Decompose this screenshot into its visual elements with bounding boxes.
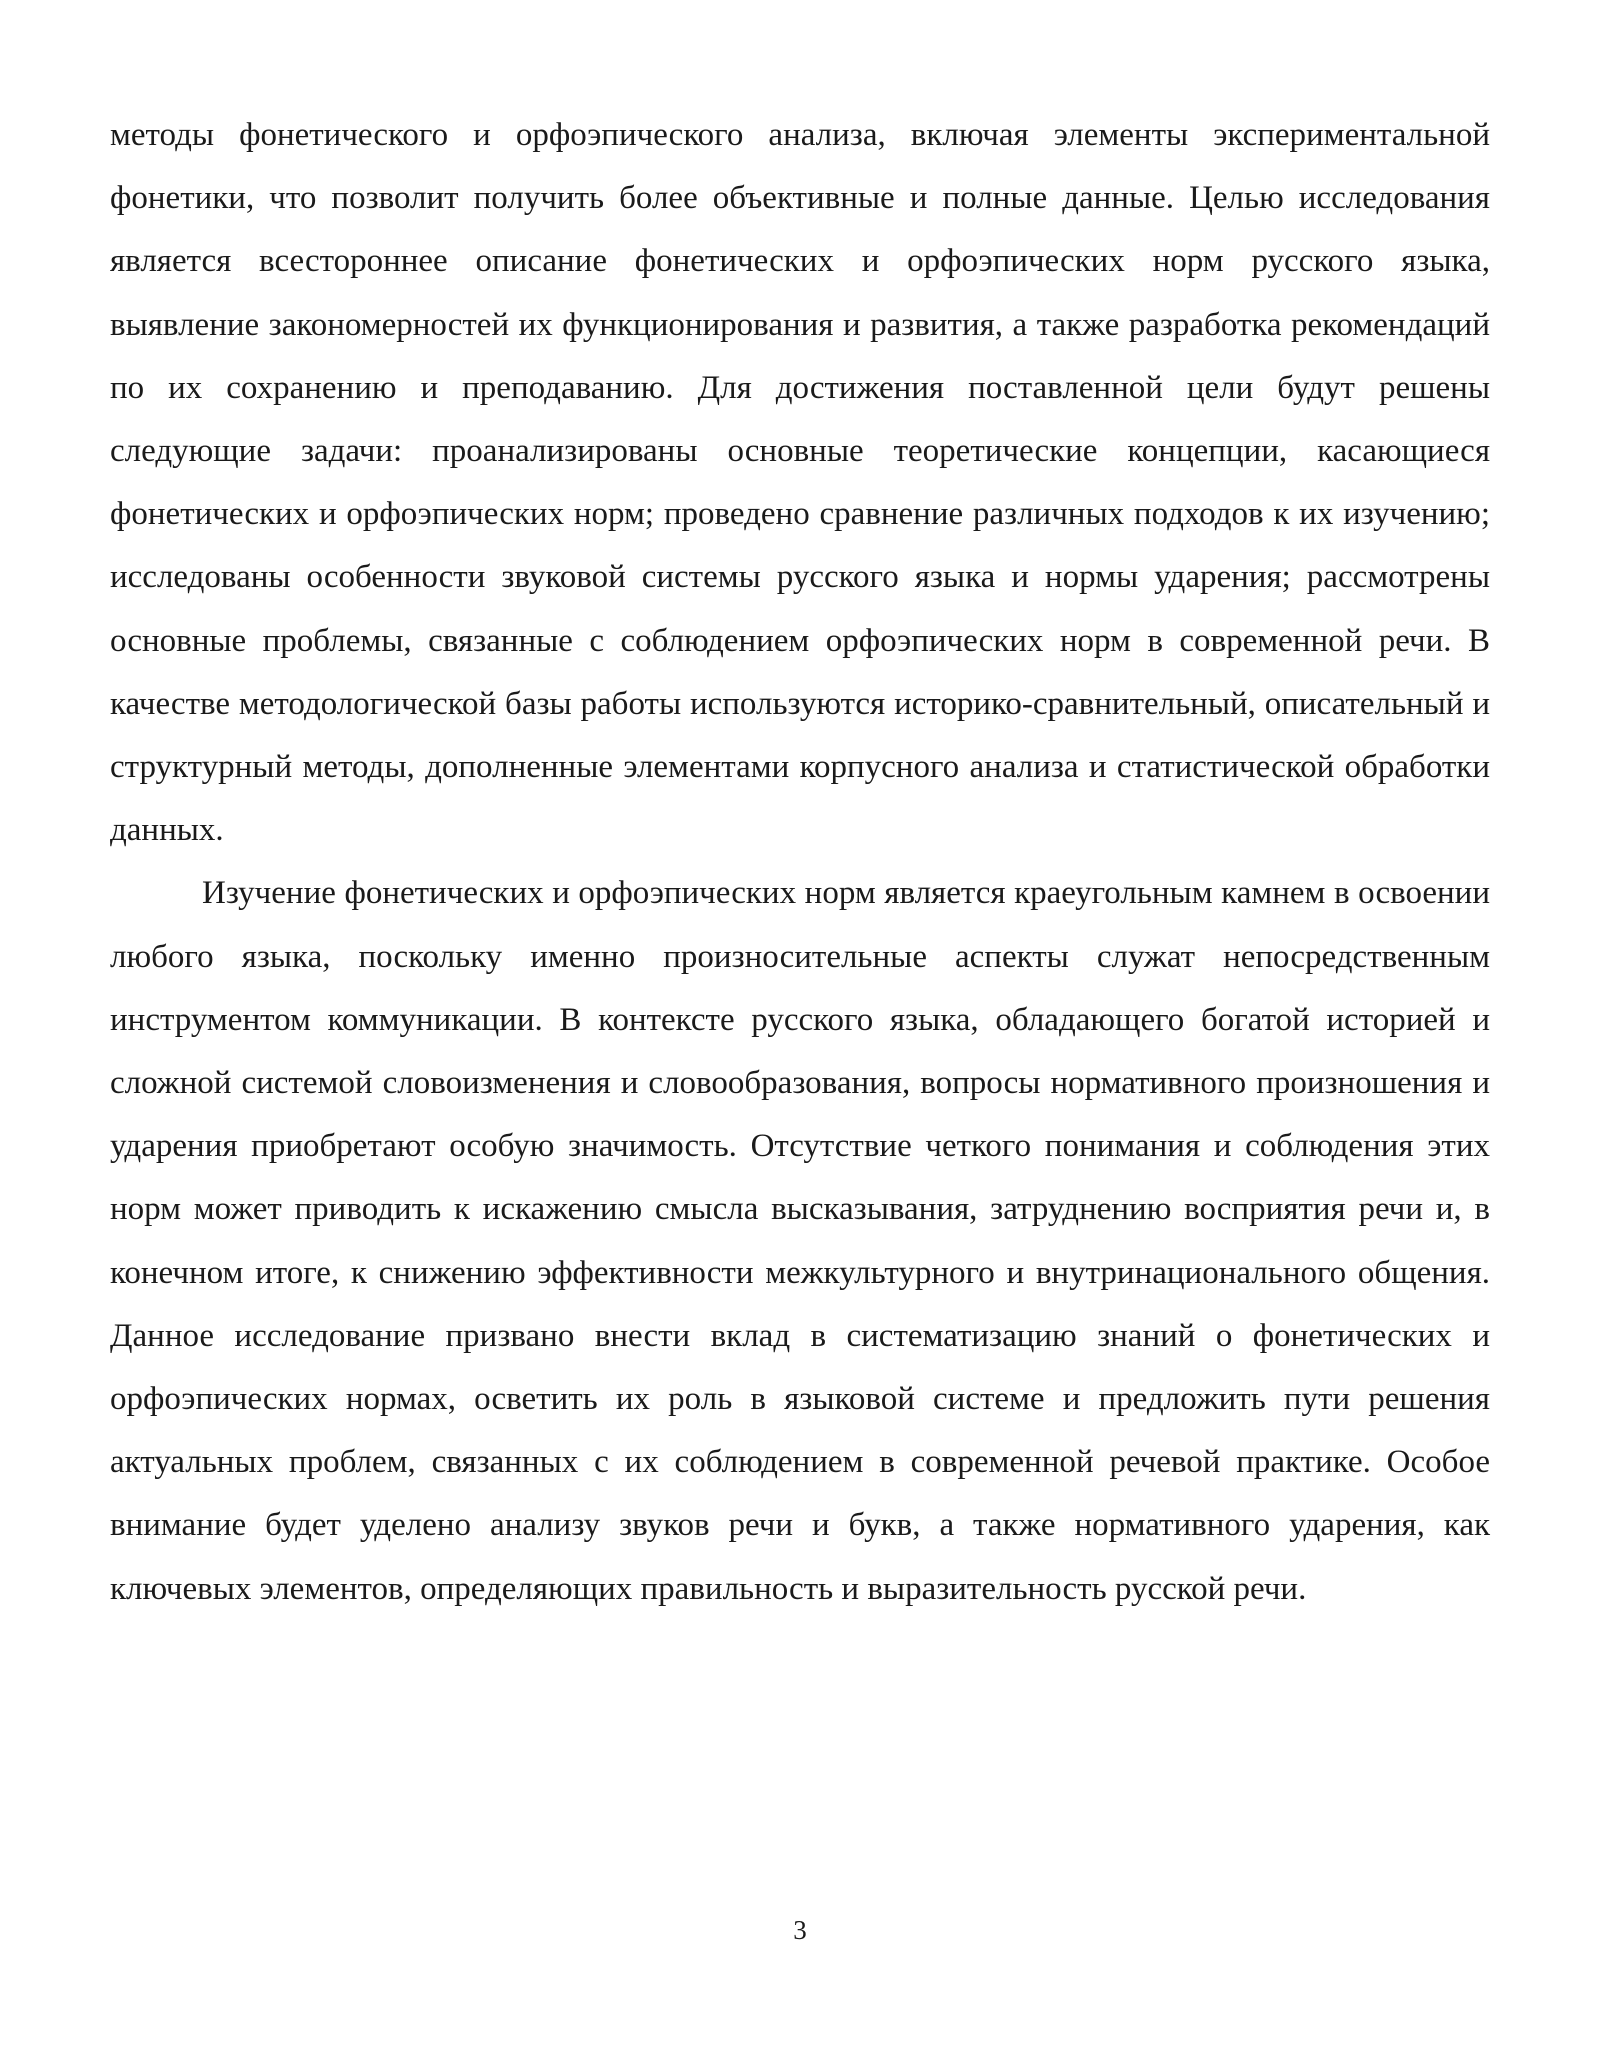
paragraph: Изучение фонетических и орфоэпических норм является краеугольным камнем в освоении любого языка, поскольку именно произносительные аспекты служат непосредственным инструментом коммуникации. В контексте русского языка, обладающего богатой историей и сложной системой словоизменения и словообразования, вопросы нормативного произношения и ударения приобретают особую значимость. Отсутствие четкого понимания и соблюдения этих норм может приводить к искажению смысла высказывания, затруднению восприятия речи и, в конечном итоге, к снижению эффективности межкультурного и внутринационального общения. Данное исследование призвано внести вклад в систематизацию знаний о фонетических и орфоэпических нормах, осветить их роль в языковой системе и предложить пути решения актуальных проблем, связанных с их соблюдением в современной речевой практике. Особое внимание будет уделено анализу звуков речи и букв, а также нормативного ударения, как ключевых элементов, определяющих правильность и выразительность русской речи. [110,875,1490,1607]
paragraph-continued: методы фонетического и орфоэпического анализа, включая элементы экспериментальной фонетики, что позволит получить более объективные и полные данные. Целью исследования является всестороннее описание фонетических и орфоэпических норм русского языка, выявление закономерностей их функционирования и развития, а также разработка рекомендаций по их сохранению и преподаванию. Для достижения поставленной цели будут решены следующие задачи: проанализированы основные теоретические концепции, касающиеся фонетических и орфоэпических норм; проведено сравнение различных подходов к их изучению; исследованы особенности звуковой системы русского языка и нормы ударения; рассмотрены основные проблемы, связанные с соблюдением орфоэпических норм в современной речи. В качестве методологической базы работы используются историко-сравнительный, описательный и структурный методы, дополненные элементами корпусного анализа и статистической обработки данных. [110,117,1490,849]
page-number: 3 [793,1915,807,1945]
document-body [110,104,1490,1621]
